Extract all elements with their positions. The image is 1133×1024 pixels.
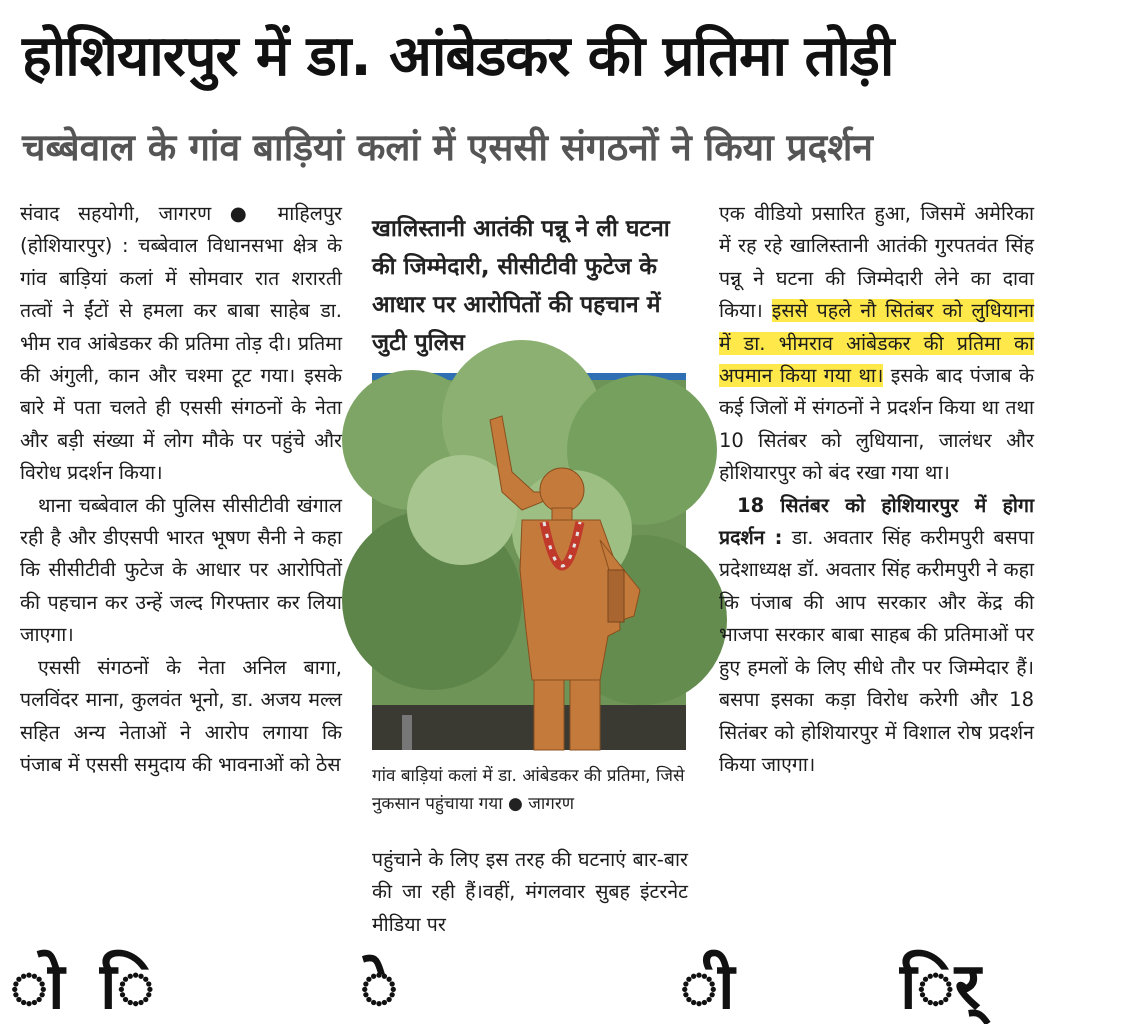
statue-photo (372, 373, 686, 750)
cut-glyph: ो (10, 950, 65, 1024)
photo-caption: गांव बाड़ियां कलां में डा. आंबेडकर की प्रतिमा, जिसे नुकसान पहुंचाया गया ● जागरण (372, 766, 685, 814)
paragraph-text: इसके बाद पंजाब के कई जिलों में संगठनों ने प्रदर्शन किया था तथा 10 सितंबर को लुधियाना, जालंधर और होशियारपुर को बंद रखा गया था। (719, 364, 1035, 485)
paragraph: संवाद सहयोगी, जागरण ● माहिलपुर (होशियारपुर) : चब्बेवाल विधानसभा क्षेत्र के गांव बाड़ियां कलां में सोमवार रात शरारती तत्वों ने ईंटों से हमला कर बाबा साहेब डा. भीम राव आंबेडकर की प्रतिमा तोड़ दी। प्रतिमा की अंगुली, कान और चश्मा टूट गया। इसके बारे में पता चलते ही एससी संगठनों के नेता और बड़ी संख्या में लोग मौके पर पहुंचे और विरोध प्रदर्शन किया। (20, 202, 342, 485)
paragraph-text: एक वीडियो प्रसारित हुआ, जिसमें अमेरिका में रह रहे खालिस्तानी आतंकी गुरपतवंत सिंह पन्नू ने घटना की जिम्मेदारी लेने का दावा किया। (719, 202, 1034, 323)
cut-glyph: ि (100, 950, 155, 1024)
article-column-1 (20, 198, 342, 781)
article-column-3 (719, 198, 1034, 781)
subheadline: चब्बेवाल के गांव बाड़ियां कलां में एससी संगठनों ने किया प्रदर्शन (22, 126, 873, 169)
cut-glyph: े (360, 950, 399, 1024)
subsection-heading: 18 सितंबर को होशियारपुर में होगा प्रदर्शन : (719, 493, 1034, 550)
cut-glyph: र्ि (900, 950, 981, 1024)
headline: होशियारपुर में डा. आंबेडकर की प्रतिमा तोड़ी (22, 24, 894, 89)
paragraph: थाना चब्बेवाल की पुलिस सीसीटीवी खंगाल रही है और डीएसपी भारत भूषण सैनी ने कहा कि सीसीटीवी फुटेज के आधार पर आरोपितों की पहचान कर उन्हें जल्द गिरफ्तार कर लिया जाएगा। (20, 493, 342, 647)
paragraph-text: डा. अवतार सिंह करीमपुरी बसपा प्रदेशाध्यक्ष डॉ. अवतार सिंह करीमपुरी ने कहा कि पंजाब की आप सरकार और केंद्र की भाजपा सरकार बाबा साहब की प्रतिमाओं पर हुए हमलों के लिए सीधे तौर पर जिम्मेदार हैं। बसपा इसका कड़ा विरोध करेगी और 18 सितंबर को होशियारपुर में विशाल रोष प्रदर्शन किया जाएगा। (719, 526, 1034, 776)
next-headline-cut (0, 944, 1133, 1024)
statue-illustration (372, 380, 686, 750)
paragraph: पहुंचाने के लिए इस तरह की घटनाएं बार-बार की जा रही हैं।वहीं, मंगलवार सुबह इंटरनेट मीडिया पर (372, 848, 688, 936)
paragraph (719, 198, 1034, 490)
highlighted-text: इससे पहले नौ सितंबर को लुधियाना में डा. भीमराव आंबेडकर की प्रतिमा का अपमान किया गया था। (719, 299, 1035, 388)
box-heading: खालिस्तानी आतंकी पन्नू ने ली घटना की जिम्मेदारी, सीसीटीवी फुटेज के आधार पर आरोपितों की पहचान में जुटी पुलिस (372, 216, 670, 356)
paragraph: एससी संगठनों के नेता अनिल बागा, पलविंदर माना, कुलवंत भूनो, डा. अजय मल्ल सहित अन्य नेताओं ने आरोप लगाया कि पंजाब में एससी समुदाय की भावनाओं को ठेस (20, 655, 342, 776)
cut-glyph: ी (680, 950, 735, 1024)
paragraph (719, 490, 1034, 782)
